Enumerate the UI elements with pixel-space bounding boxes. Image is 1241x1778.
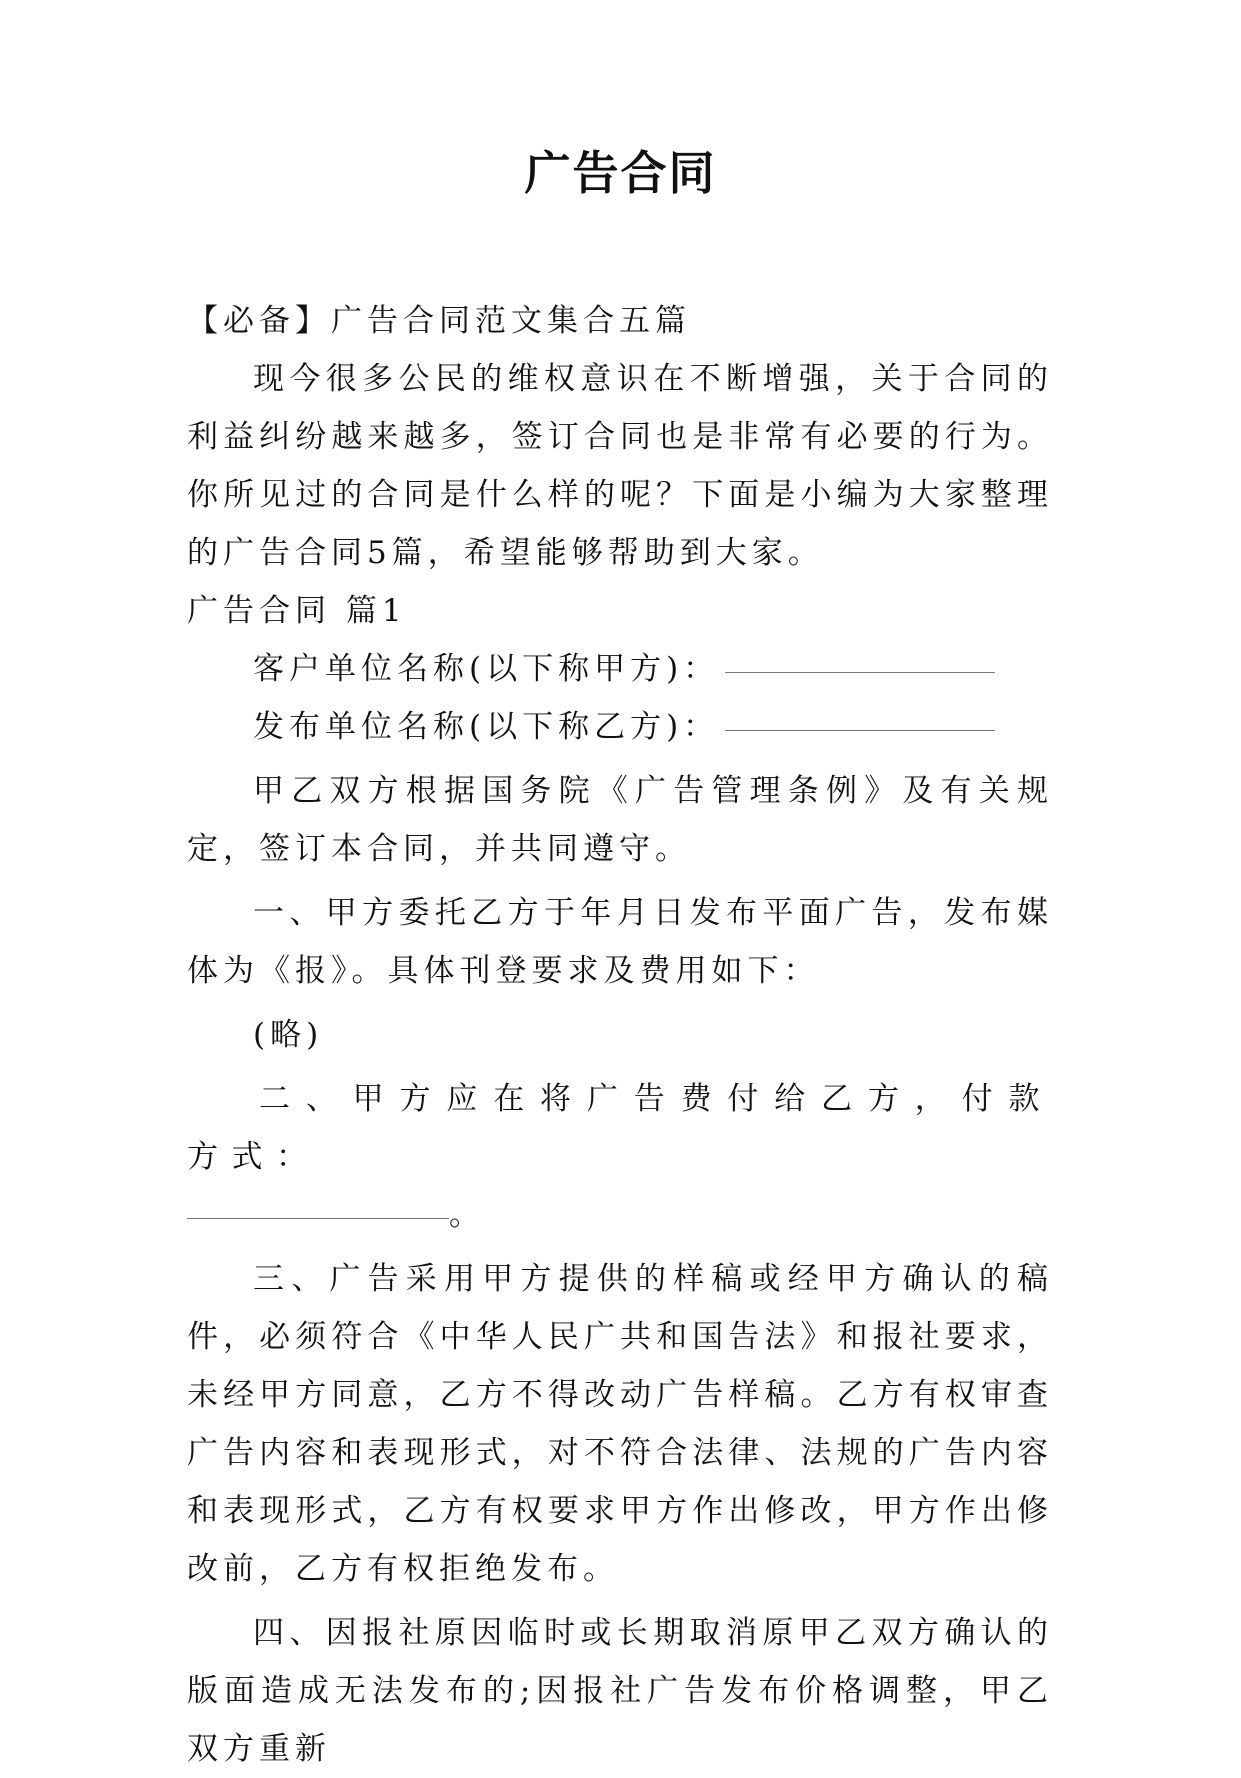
clause-1-paragraph: 一、甲方委托乙方于年月日发布平面广告，发布媒体为《报》。具体刊登要求及费用如下： — [187, 895, 1053, 989]
omitted-note: (略) — [253, 1017, 324, 1053]
document-body — [187, 292, 1053, 1778]
party-a-line — [187, 640, 1053, 698]
party-b-label: 发布单位名称(以下称乙方)： — [253, 709, 720, 745]
clause-3-paragraph: 三、广告采用甲方提供的样稿或经甲方确认的稿件，必须符合《中华人民广共和国告法》和报社要求，未经甲方同意，乙方不得改动广告样稿。乙方有权审查广告内容和表现形式，对不符合法律、法规的广告内容和表现形式，乙方有权要求甲方作出修改，甲方作出修改前，乙方有权拒绝发布。 — [187, 1261, 1053, 1587]
intro-paragraph: 现今很多公民的维权意识在不断增强，关于合同的利益纠纷越来越多，签订合同也是非常有必要的行为。你所见过的合同是什么样的呢？下面是小编为大家整理的广告合同5篇，希望能够帮助到大家。 — [187, 361, 1053, 571]
clause-2-paragraph: 二、甲方应在将广告费付给乙方，付款方式： — [187, 1081, 1053, 1175]
clause-2-blank-line — [187, 1186, 1053, 1244]
document-subtitle: 【必备】广告合同范文集合五篇 — [187, 303, 691, 339]
party-a-label: 客户单位名称(以下称甲方)： — [253, 651, 720, 687]
party-b-blank — [725, 730, 995, 731]
clause-2-end: 。 — [449, 1197, 485, 1233]
payment-blank — [187, 1218, 449, 1219]
clause-4-paragraph: 四、因报社原因临时或长期取消原甲乙双方确认的版面造成无法发布的;因报社广告发布价格调整，甲乙双方重新 — [187, 1615, 1053, 1767]
party-b-line — [187, 698, 1053, 756]
preamble-paragraph: 甲乙双方根据国务院《广告管理条例》及有关规定，签订本合同，并共同遵守。 — [187, 773, 1053, 867]
party-a-blank — [725, 672, 995, 673]
document-title: 广告合同 — [524, 146, 717, 200]
section-heading: 广告合同 篇1 — [187, 593, 407, 629]
